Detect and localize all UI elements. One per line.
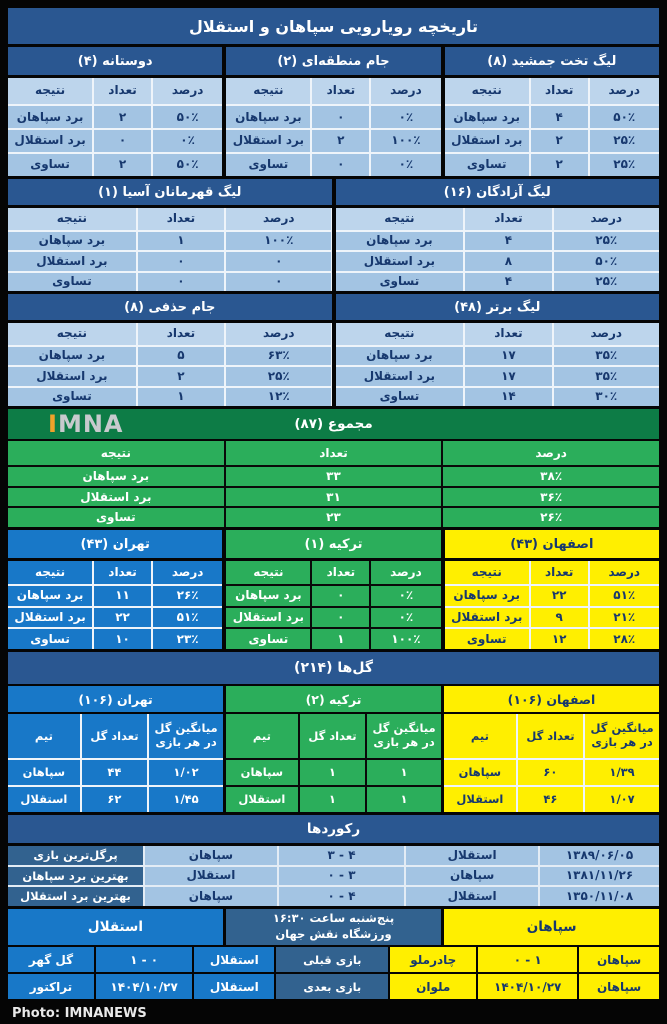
result-label: برد سپاهان <box>226 586 310 606</box>
record-team-right: استقلال <box>406 887 538 906</box>
record-team-right: سپاهان <box>406 867 538 886</box>
column-header: تعداد <box>531 78 588 104</box>
percent-value: ۰٪ <box>371 154 440 176</box>
column-header: درصد <box>590 78 659 104</box>
record-label: پرگل‌ترین بازی <box>8 846 143 865</box>
table-title: لیگ برتر (۴۸) <box>336 294 660 320</box>
count-value: ۰ <box>94 130 151 152</box>
result-label: تساوی <box>336 388 464 406</box>
fixture-row <box>8 947 659 972</box>
column-header: تعداد <box>138 208 224 230</box>
stat-table-azadegan-league <box>336 179 660 291</box>
count-value: ۳۳ <box>226 467 442 486</box>
stat-row-venues <box>8 530 659 649</box>
count-value: ۰ <box>312 608 369 628</box>
average-header-line1: میانگین گل <box>372 721 436 736</box>
fixture-sepahan-opponent: ملوان <box>390 974 476 999</box>
page-title: تاریخچه رویارویی سپاهان و استقلال <box>8 8 659 44</box>
record-team-right: استقلال <box>406 846 538 865</box>
record-team-left: سپاهان <box>145 887 277 906</box>
count-value: ۱۰ <box>94 629 151 649</box>
column-header: تعداد <box>94 78 151 104</box>
count-value: ۳۱ <box>226 488 442 507</box>
fixture-row <box>8 974 659 999</box>
percent-value: ۰ <box>226 273 331 291</box>
fixture-esteghlal-team: استقلال <box>194 947 274 972</box>
fixture-esteghlal-opponent: تراکتور <box>8 974 94 999</box>
percent-value: ۰٪ <box>371 106 440 128</box>
column-header: نتیجه <box>8 561 92 584</box>
percent-value: ۳۶٪ <box>443 488 659 507</box>
percent-value: ۵۱٪ <box>590 586 659 606</box>
table-body <box>8 208 332 291</box>
stat-table-tehran <box>8 530 222 649</box>
table-title: لیگ قهرمانان آسیا (۱) <box>8 179 332 205</box>
record-score: ۰ - ۳ <box>279 867 404 886</box>
percent-value: ۲۵٪ <box>226 367 331 385</box>
count-value: ۵ <box>138 347 224 365</box>
table-body <box>445 561 659 649</box>
column-header: نتیجه <box>336 323 464 345</box>
result-label: تساوی <box>8 154 92 176</box>
column-header: تعداد <box>531 561 588 584</box>
table-body <box>445 78 659 176</box>
column-header: درصد <box>153 561 222 584</box>
stat-table-turkey <box>226 530 440 649</box>
column-header-goals: تعداد گل <box>518 714 583 758</box>
result-label: برد استقلال <box>445 608 529 628</box>
result-label: تساوی <box>226 154 310 176</box>
column-header: تعداد <box>226 441 442 465</box>
percent-value: ۳۵٪ <box>554 367 659 385</box>
percent-value: ۱۰۰٪ <box>371 629 440 649</box>
team-name: سپاهان <box>8 760 80 785</box>
result-label: برد سپاهان <box>8 347 136 365</box>
count-value: ۲۲ <box>531 586 588 606</box>
column-header: درصد <box>226 208 331 230</box>
column-header: نتیجه <box>8 441 224 465</box>
result-label: تساوی <box>226 629 310 649</box>
table-body <box>8 78 222 176</box>
sepahan-header: سپاهان <box>444 909 659 945</box>
goals-value: ۶۲ <box>82 787 147 812</box>
percent-value: ۳۸٪ <box>443 467 659 486</box>
percent-value: ۲۶٪ <box>443 508 659 527</box>
record-score: ۰ - ۴ <box>279 887 404 906</box>
column-header: نتیجه <box>226 561 310 584</box>
result-label: برد سپاهان <box>8 106 92 128</box>
goals-value: ۱ <box>300 787 365 812</box>
stat-row-2 <box>8 179 659 291</box>
column-header: درصد <box>153 78 222 104</box>
column-header: درصد <box>443 441 659 465</box>
column-header: تعداد <box>465 323 551 345</box>
result-label: برد سپاهان <box>336 232 464 250</box>
column-header: نتیجه <box>445 561 529 584</box>
column-header-team: تیم <box>226 714 298 758</box>
fixture-label: بازی قبلی <box>276 947 388 972</box>
column-header: تعداد <box>465 208 551 230</box>
percent-value: ۲۵٪ <box>590 130 659 152</box>
average-header-line1: میانگین گل <box>590 721 654 736</box>
table-body <box>336 323 660 406</box>
imna-logo <box>48 410 123 438</box>
count-value: ۱ <box>138 232 224 250</box>
goals-value: ۴۴ <box>82 760 147 785</box>
result-label: برد استقلال <box>336 367 464 385</box>
imna-logo-rest: MNA <box>57 410 124 438</box>
stat-table-pro-league <box>336 294 660 406</box>
stat-table-takht-jamshid-league <box>445 47 659 176</box>
result-label: برد استقلال <box>226 130 310 152</box>
count-value: ۱۴ <box>465 388 551 406</box>
table-title: لیگ آزادگان (۱۶) <box>336 179 660 205</box>
count-value: ۲ <box>531 154 588 176</box>
table-title: اصفهان (۴۳) <box>445 530 659 558</box>
count-value: ۰ <box>312 586 369 606</box>
percent-value: ۲۵٪ <box>554 273 659 291</box>
table-title: ترکیه (۱) <box>226 530 440 558</box>
goals-group-title-turkey: ترکیه (۲) <box>226 686 441 712</box>
result-label: برد سپاهان <box>445 106 529 128</box>
result-label: برد سپاهان <box>8 467 224 486</box>
stat-table-acl <box>8 179 332 291</box>
goals-value: ۱ <box>300 760 365 785</box>
record-label: بهترین برد استقلال <box>8 887 143 906</box>
count-value: ۱۱ <box>94 586 151 606</box>
fixture-sepahan-value: ۱۴۰۴/۱۰/۲۷ <box>478 974 577 999</box>
percent-value: ۰٪ <box>371 586 440 606</box>
percent-value: ۲۳٪ <box>153 629 222 649</box>
table-body <box>8 561 222 649</box>
column-header: نتیجه <box>8 78 92 104</box>
percent-value: ۰٪ <box>371 608 440 628</box>
result-label: تساوی <box>445 629 529 649</box>
goals-table-isfahan <box>444 714 659 812</box>
fixture-esteghlal-value: ۱ - ۰ <box>96 947 192 972</box>
table-title: لیگ تخت جمشید (۸) <box>445 47 659 75</box>
table-title: تهران (۴۳) <box>8 530 222 558</box>
column-header-goals: تعداد گل <box>82 714 147 758</box>
goals-value: ۴۶ <box>518 787 583 812</box>
percent-value: ۲۸٪ <box>590 629 659 649</box>
record-team-left: سپاهان <box>145 846 277 865</box>
percent-value: ۳۵٪ <box>554 347 659 365</box>
count-value: ۴ <box>465 273 551 291</box>
fixture-esteghlal-team: استقلال <box>194 974 274 999</box>
goals-tables <box>8 714 659 812</box>
average-header-line2: در هر بازی <box>155 735 217 749</box>
percent-value: ۵۰٪ <box>554 252 659 270</box>
record-date: ۱۳۸۱/۱۱/۲۶ <box>540 867 659 886</box>
count-value: ۴ <box>465 232 551 250</box>
average-value: ۱/۴۵ <box>149 787 223 812</box>
average-value: ۱ <box>367 787 441 812</box>
match-venue: ورزشگاه نقش جهان <box>275 927 392 941</box>
count-value: ۱۷ <box>465 347 551 365</box>
goals-table-tehran <box>8 714 223 812</box>
record-date: ۱۳۵۰/۱۱/۰۸ <box>540 887 659 906</box>
result-label: برد استقلال <box>8 252 136 270</box>
average-value: ۱/۰۲ <box>149 760 223 785</box>
result-label: برد استقلال <box>8 608 92 628</box>
column-header: تعداد <box>138 323 224 345</box>
count-value: ۸ <box>465 252 551 270</box>
column-header-average <box>367 714 441 758</box>
count-value: ۰ <box>312 154 369 176</box>
count-value: ۲ <box>531 130 588 152</box>
percent-value: ۱۲٪ <box>226 388 331 406</box>
stat-table-regional-cup <box>226 47 440 176</box>
goals-subheaders <box>8 686 659 712</box>
percent-value: ۲۱٪ <box>590 608 659 628</box>
total-title-text: مجموع (۸۷) <box>294 416 373 432</box>
count-value: ۹ <box>531 608 588 628</box>
column-header: نتیجه <box>336 208 464 230</box>
table-title: جام حذفی (۸) <box>8 294 332 320</box>
total-table-title <box>8 409 659 439</box>
percent-value: ۰ <box>226 252 331 270</box>
result-label: برد سپاهان <box>8 232 136 250</box>
average-value: ۱/۰۷ <box>585 787 659 812</box>
result-label: برد استقلال <box>8 488 224 507</box>
result-label: تساوی <box>8 273 136 291</box>
percent-value: ۵۰٪ <box>153 154 222 176</box>
column-header-average <box>149 714 223 758</box>
result-label: برد استقلال <box>336 252 464 270</box>
column-header: نتیجه <box>8 323 136 345</box>
fixture-sepahan-team: سپاهان <box>579 947 659 972</box>
percent-value: ۱۰۰٪ <box>226 232 331 250</box>
goals-value: ۶۰ <box>518 760 583 785</box>
result-label: برد سپاهان <box>8 586 92 606</box>
records-table <box>8 846 659 906</box>
result-label: برد سپاهان <box>445 586 529 606</box>
result-label: تساوی <box>336 273 464 291</box>
count-value: ۲ <box>94 106 151 128</box>
record-score: ۳ - ۴ <box>279 846 404 865</box>
column-header: نتیجه <box>445 78 529 104</box>
column-header-average <box>585 714 659 758</box>
column-header: درصد <box>226 323 331 345</box>
fixture-esteghlal-opponent: گل گهر <box>8 947 94 972</box>
percent-value: ۵۱٪ <box>153 608 222 628</box>
count-value: ۰ <box>138 252 224 270</box>
team-name: استقلال <box>444 787 516 812</box>
average-header-line1: میانگین گل <box>154 721 218 736</box>
photo-credit: Photo: IMNANEWS <box>12 1005 147 1021</box>
table-body <box>226 561 440 649</box>
team-name: استقلال <box>226 787 298 812</box>
count-value: ۱ <box>138 388 224 406</box>
next-match-info <box>226 909 441 945</box>
goals-group-title-isfahan: اصفهان (۱۰۶) <box>444 686 659 712</box>
column-header-goals: تعداد گل <box>300 714 365 758</box>
column-header: درصد <box>554 208 659 230</box>
goals-section-title: گل‌ها (۲۱۴) <box>8 652 659 684</box>
records-section-title: رکوردها <box>8 815 659 843</box>
goals-table-turkey <box>226 714 441 812</box>
column-header: درصد <box>554 323 659 345</box>
count-value: ۱ <box>312 629 369 649</box>
fixtures-rows <box>8 947 659 999</box>
column-header: درصد <box>371 78 440 104</box>
result-label: برد استقلال <box>445 130 529 152</box>
fixtures-header <box>8 909 659 945</box>
average-value: ۱/۳۹ <box>585 760 659 785</box>
stat-table-hazfi-cup <box>8 294 332 406</box>
percent-value: ۵۰٪ <box>590 106 659 128</box>
stat-table-isfahan <box>445 530 659 649</box>
fixture-sepahan-team: سپاهان <box>579 974 659 999</box>
table-title: جام منطقه‌ای (۲) <box>226 47 440 75</box>
goals-group-title-tehran: تهران (۱۰۶) <box>8 686 223 712</box>
result-label: برد استقلال <box>8 367 136 385</box>
count-value: ۲ <box>138 367 224 385</box>
column-header: درصد <box>590 561 659 584</box>
column-header: تعداد <box>312 78 369 104</box>
result-label: تساوی <box>8 629 92 649</box>
count-value: ۱۷ <box>465 367 551 385</box>
result-label: برد سپاهان <box>336 347 464 365</box>
count-value: ۰ <box>138 273 224 291</box>
result-label: تساوی <box>8 508 224 527</box>
count-value: ۱۲ <box>531 629 588 649</box>
average-header-line2: در هر بازی <box>591 735 653 749</box>
result-label: تساوی <box>445 154 529 176</box>
table-title: دوستانه (۴) <box>8 47 222 75</box>
average-value: ۱ <box>367 760 441 785</box>
team-name: سپاهان <box>226 760 298 785</box>
fixture-sepahan-value: ۰ - ۱ <box>478 947 577 972</box>
imna-logo-first-letter: I <box>48 410 58 438</box>
goals-section <box>8 652 659 812</box>
percent-value: ۱۰۰٪ <box>371 130 440 152</box>
result-label: برد استقلال <box>226 608 310 628</box>
total-table-body <box>8 441 659 527</box>
average-header-line2: در هر بازی <box>373 735 435 749</box>
percent-value: ۰٪ <box>153 130 222 152</box>
percent-value: ۲۶٪ <box>153 586 222 606</box>
percent-value: ۲۵٪ <box>590 154 659 176</box>
stat-table-friendly <box>8 47 222 176</box>
records-section <box>8 815 659 906</box>
column-header: تعداد <box>312 561 369 584</box>
fixtures-section <box>8 909 659 999</box>
column-header-team: تیم <box>444 714 516 758</box>
fixture-sepahan-opponent: چادرملو <box>390 947 476 972</box>
result-label: برد استقلال <box>8 130 92 152</box>
result-label: تساوی <box>8 388 136 406</box>
column-header: درصد <box>371 561 440 584</box>
stat-row-3 <box>8 294 659 406</box>
count-value: ۲۲ <box>94 608 151 628</box>
column-header-team: تیم <box>8 714 80 758</box>
team-name: استقلال <box>8 787 80 812</box>
column-header: نتیجه <box>8 208 136 230</box>
record-team-left: استقلال <box>145 867 277 886</box>
count-value: ۰ <box>312 106 369 128</box>
fixture-esteghlal-value: ۱۴۰۴/۱۰/۲۷ <box>96 974 192 999</box>
team-name: سپاهان <box>444 760 516 785</box>
count-value: ۴ <box>531 106 588 128</box>
record-date: ۱۳۸۹/۰۶/۰۵ <box>540 846 659 865</box>
percent-value: ۳۰٪ <box>554 388 659 406</box>
percent-value: ۵۰٪ <box>153 106 222 128</box>
column-header: تعداد <box>94 561 151 584</box>
result-label: برد سپاهان <box>226 106 310 128</box>
match-time: پنج‌شنبه ساعت ۱۶:۳۰ <box>272 911 395 926</box>
fixture-label: بازی بعدی <box>276 974 388 999</box>
count-value: ۲۳ <box>226 508 442 527</box>
count-value: ۲ <box>312 130 369 152</box>
count-value: ۲ <box>94 154 151 176</box>
total-table <box>8 409 659 527</box>
percent-value: ۲۵٪ <box>554 232 659 250</box>
esteghlal-header: استقلال <box>8 909 223 945</box>
record-label: بهترین برد سپاهان <box>8 867 143 886</box>
table-body <box>8 323 332 406</box>
table-body <box>226 78 440 176</box>
column-header: نتیجه <box>226 78 310 104</box>
stat-row-1 <box>8 47 659 176</box>
percent-value: ۶۳٪ <box>226 347 331 365</box>
table-body <box>336 208 660 291</box>
